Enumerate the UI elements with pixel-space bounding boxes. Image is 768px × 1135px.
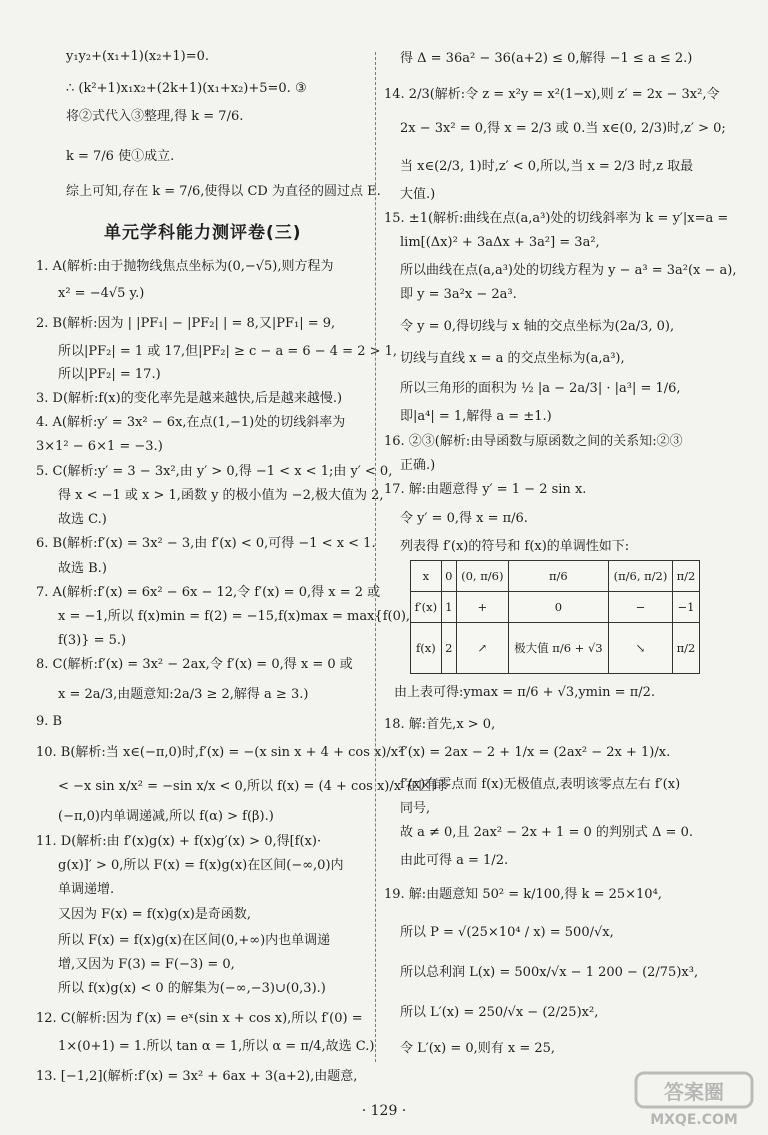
answer-line: 令 y′ = 0,得 x = π/6. [400, 511, 528, 526]
answer-line: 故 a ≠ 0,且 2ax² − 2x + 1 = 0 的判别式 Δ = 0. [400, 825, 693, 840]
text-line: ∴ (k²+1)x₁x₂+(2k+1)(x₁+x₂)+5=0. ③ [66, 81, 307, 96]
answer-line: 令 L′(x) = 0,则有 x = 25, [400, 1041, 556, 1056]
answer-line: f(3)} = 5.) [58, 633, 127, 648]
answer-line: 17. 解:由题意得 y′ = 1 − 2 sin x. [384, 482, 587, 497]
answer-line: 得 x < −1 或 x > 1,函数 y 的极小值为 −2,极大值为 2, [58, 488, 384, 503]
table-row [411, 592, 700, 623]
answer-line: 由此可得 a = 1/2. [400, 853, 509, 868]
table-cell: x [411, 561, 442, 592]
answer-line: 大值.) [400, 187, 436, 202]
answer-line: < −x sin x/x² = −sin x/x < 0,所以 f(x) = (4 + cos x)/x 在区间 [58, 779, 445, 794]
table-cell: (π/6, π/2) [609, 561, 673, 592]
table-row [411, 561, 700, 592]
table-cell: π/6 [508, 561, 608, 592]
answer-line: g(x)]′ > 0,所以 F(x) = f(x)g(x)在区间(−∞,0)内 [58, 858, 344, 873]
table-cell: 0 [508, 592, 608, 623]
answer-line: 1. A(解析:由于抛物线焦点坐标为(0,−√5),则方程为 [36, 259, 334, 274]
answer-line: 5. C(解析:y′ = 3 − 3x²,由 y′ > 0,得 −1 < x < 1;由 y′ < 0, [36, 464, 393, 479]
table-cell: −1 [672, 592, 699, 623]
answer-line: f′(x)有零点而 f(x)无极值点,表明该零点左右 f′(x) [400, 777, 681, 792]
answer-line: 12. C(解析:因为 f′(x) = eˣ(sin x + cos x),所以 f′(0) = [36, 1011, 363, 1026]
column-divider [375, 52, 376, 1062]
table-row [411, 623, 700, 674]
answer-line: 所以|PF₂| = 17.) [58, 367, 161, 382]
answer-line: 列表得 f′(x)的符号和 f(x)的单调性如下: [400, 539, 630, 554]
answer-line: f′(x) = 2ax − 2 + 1/x = (2ax² − 2x + 1)/x. [400, 745, 671, 760]
answer-line: 2. B(解析:因为 | |PF₁| − |PF₂| | = 8,又|PF₁| = 9, [36, 316, 336, 331]
section-heading: 单元学科能力测评卷(三) [104, 223, 302, 243]
answer-line: 故选 C.) [58, 512, 107, 527]
answer-line: 增,又因为 F(3) = F(−3) = 0, [58, 957, 235, 972]
answer-line: 9. B [36, 714, 63, 729]
answer-line: 所以三角形的面积为 ½ |a − 2a/3| · |a³| = 1/6, [400, 381, 681, 396]
table-cell: f′(x) [411, 592, 442, 623]
answer-line: 1×(0+1) = 1.所以 tan α = 1,所以 α = π/4,故选 C.) [58, 1039, 375, 1054]
text-line: k = 7/6 使①成立. [66, 149, 175, 164]
answer-line: 即|a⁴| = 1,解得 a = ±1.) [400, 409, 552, 424]
answer-line: 2x − 3x² = 0,得 x = 2/3 或 0.当 x∈(0, 2/3)时,z′ > 0; [400, 121, 726, 136]
table-cell: 2 [441, 623, 456, 674]
table-cell: ↗ [456, 623, 508, 674]
watermark-graphic [634, 1069, 754, 1129]
answer-line: 故选 B.) [58, 561, 107, 576]
watermark-logo [634, 1069, 754, 1129]
answer-line: 4. A(解析:y′ = 3x² − 6x,在点(1,−1)处的切线斜率为 [36, 415, 346, 430]
answer-line: 16. ②③(解析:由导函数与原函数之间的关系知:②③ [384, 434, 683, 449]
text-line: y₁y₂+(x₁+1)(x₂+1)=0. [66, 49, 209, 64]
table-cell: π/2 [672, 561, 699, 592]
answer-line: x = 2a/3,由题意知:2a/3 ≥ 2,解得 a ≥ 3.) [58, 687, 309, 702]
table-cell: f(x) [411, 623, 442, 674]
answer-line: 单调递增. [58, 882, 115, 897]
answer-line: 当 x∈(2/3, 1)时,z′ < 0,所以,当 x = 2/3 时,z 取最 [400, 159, 694, 174]
answer-line: 11. D(解析:由 f′(x)g(x) + f(x)g′(x) > 0,得[f(x)· [36, 834, 322, 849]
answer-line: 6. B(解析:f′(x) = 3x² − 3,由 f′(x) < 0,可得 −1 < x < 1. [36, 536, 376, 551]
table-cell: ↘ [609, 623, 673, 674]
answer-line: 所以|PF₂| = 1 或 17,但|PF₂| ≥ c − a = 6 − 4 = 2 > 1, [58, 344, 398, 359]
text-line: 综上可知,存在 k = 7/6,使得以 CD 为直径的圆过点 E. [66, 184, 381, 199]
sign-table [410, 560, 700, 674]
answer-line: 15. ±1(解析:曲线在点(a,a³)处的切线斜率为 k = y′|x=a = [384, 211, 729, 226]
table-cell: 极大值 π/6 + √3 [508, 623, 608, 674]
answer-line: 正确.) [400, 458, 436, 473]
answer-line: 令 y = 0,得切线与 x 轴的交点坐标为(2a/3, 0), [400, 319, 675, 334]
answer-line: 所以总利润 L(x) = 500x/√x − 1 200 − (2/75)x³, [400, 965, 699, 980]
table-cell: π/2 [672, 623, 699, 674]
text-line: 将②式代入③整理,得 k = 7/6. [66, 109, 244, 124]
answer-line: 又因为 F(x) = f(x)g(x)是奇函数, [58, 907, 252, 922]
answer-line: 3. D(解析:f(x)的变化率先是越来越快,后是越来越慢.) [36, 391, 343, 406]
answer-line: x² = −4√5 y.) [58, 286, 145, 301]
answer-line: 14. 2/3(解析:令 z = x²y = x²(1−x),则 z′ = 2x − 3x²,令 [384, 87, 720, 102]
answer-line: 所以 F(x) = f(x)g(x)在区间(0,+∞)内也单调递 [58, 933, 331, 948]
answer-line: 10. B(解析:当 x∈(−π,0)时,f′(x) = −(x sin x + 4 + cos x)/x² [36, 745, 404, 760]
table-cell: 0 [441, 561, 456, 592]
answer-line: 所以 P = √(25×10⁴ / x) = 500/√x, [400, 925, 614, 940]
table-cell: + [456, 592, 508, 623]
answer-line: 切线与直线 x = a 的交点坐标为(a,a³), [400, 351, 625, 366]
table-cell: (0, π/6) [456, 561, 508, 592]
page-number: · 129 · [361, 1103, 407, 1119]
answer-line: x = −1,所以 f(x)min = f(2) = −15,f(x)max = max{f(0), [58, 609, 411, 624]
answer-line: 7. A(解析:f′(x) = 6x² − 6x − 12,令 f′(x) = 0,得 x = 2 或 [36, 585, 381, 600]
answer-line: (−π,0)内单调递减,所以 f(α) > f(β).) [58, 809, 274, 824]
answer-line: 同号, [400, 801, 431, 816]
answer-line: 13. [−1,2](解析:f′(x) = 3x² + 6ax + 3(a+2),由题意, [36, 1069, 358, 1084]
svg-text:答案圈: 答案圈 [664, 1080, 724, 1104]
answer-line: 所以 L′(x) = 250/√x − (2/25)x², [400, 1005, 599, 1020]
answer-line: 8. C(解析:f′(x) = 3x² − 2ax,令 f′(x) = 0,得 x = 0 或 [36, 657, 353, 672]
answer-line: 得 Δ = 36a² − 36(a+2) ≤ 0,解得 −1 ≤ a ≤ 2.) [400, 51, 693, 66]
answer-line: 所以 f(x)g(x) < 0 的解集为(−∞,−3)∪(0,3).) [58, 981, 326, 996]
answer-line: 所以曲线在点(a,a³)处的切线方程为 y − a³ = 3a²(x − a), [400, 263, 737, 278]
answer-line: 19. 解:由题意知 50² = k/100,得 k = 25×10⁴, [384, 887, 662, 902]
table-cell: 1 [441, 592, 456, 623]
table-cell: − [609, 592, 673, 623]
answer-line: 18. 解:首先,x > 0, [384, 717, 496, 732]
answer-line: 即 y = 3a²x − 2a³. [400, 287, 517, 302]
answer-line: 由上表可得:ymax = π/6 + √3,ymin = π/2. [394, 685, 656, 700]
answer-line: 3×1² − 6×1 = −3.) [36, 439, 163, 454]
svg-text:MXQE.COM: MXQE.COM [650, 1112, 738, 1128]
answer-line: lim[(Δx)² + 3aΔx + 3a²] = 3a², [400, 235, 600, 250]
